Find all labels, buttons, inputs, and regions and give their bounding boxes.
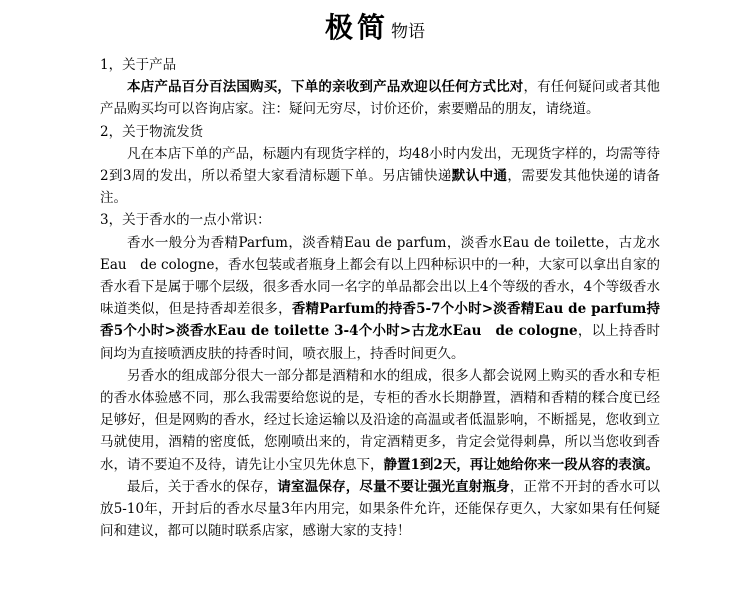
shipping-emphasis: 默认中通 bbox=[451, 168, 508, 185]
products-paragraph bbox=[100, 76, 660, 120]
title-sub: 物语 bbox=[391, 22, 425, 42]
notice-content bbox=[100, 54, 660, 542]
perfume-rest-emphasis: 静置1到2天，再让她给你来一段从容的表演。 bbox=[383, 456, 659, 473]
shipping-paragraph bbox=[100, 143, 660, 210]
perfume-storage-text: 最后，关于香水的保存， bbox=[127, 478, 278, 495]
perfume-storage-text-end: ，正常不开封的香水可以放5-10年，开封后的香水尽量3年内用完，如果条件允许，还能保存更久，大家如果有任何疑问和建议，都可以随时联系店家，感谢大家的支持！ bbox=[100, 478, 661, 540]
perfume-duration-emphasis: 香精Parfum的持香5-7个小时>淡香精Eau de parfum持香5个小时>淡香水Eau de toilette 3-4个小时>古龙水Eau de cologne bbox=[100, 301, 660, 340]
perfume-paragraph-storage bbox=[100, 476, 660, 543]
title-main: 极简 bbox=[324, 11, 389, 44]
perfume-types-text: 香水一般分为香精Parfum，淡香精Eau de parfum，淡香水Eau de toilette，古龙水 Eau de cologne，香水包装或者瓶身上都会有以上四种标识中的一种，大家可以拿出自家的香水看下是属于哪个层级，很多香水同一名字的单品都会出以上4个等级的香水，4个等级香水味道类似，但是持香却差很多， bbox=[100, 234, 660, 318]
section-heading-shipping: 2，关于物流发货 bbox=[100, 123, 204, 140]
perfume-types-text-end: ，以上持香时间均为直接喷洒皮肤的持香时间，喷衣服上，持香时间更久。 bbox=[100, 323, 660, 362]
section-heading-perfume: 3，关于香水的一点小常识： bbox=[100, 212, 271, 229]
page-title bbox=[0, 6, 750, 46]
perfume-composition-text: 另香水的组成部分很大一部分都是酒精和水的组成，很多人都会说网上购买的香水和专柜的香水体验感不同，那么我需要给您说的是，专柜的香水长期静置，酒精和香精的糅合度已经足够好，但是网购的香水，经过长途运输以及沿途的高温或者低温影响，不断摇晃，您收到立马就使用，酒精的密度低，您刚喷出来的，肯定酒精更多，肯定会觉得刺鼻，所以当您收到香水，请不要迫不及待，请先让小宝贝先休息下， bbox=[100, 367, 660, 473]
products-emphasis: 本店产品百分百法国购买，下单的亲收到产品欢迎以任何方式比对 bbox=[127, 79, 524, 96]
perfume-paragraph-types bbox=[100, 232, 660, 365]
products-text: ，有任何疑问或者其他产品购买均可以咨询店家。注：疑问无穷尽，讨价还价，索要赠品的朋友，请绕道。 bbox=[100, 79, 661, 118]
perfume-storage-emphasis: 请室温保存，尽量不要让强光直射瓶身 bbox=[277, 478, 510, 495]
perfume-paragraph-composition bbox=[100, 365, 660, 476]
shipping-text: 凡在本店下单的产品，标题内有现货字样的，均48小时内发出，无现货字样的，均需等待2到3周的发出，所以希望大家看清标题下单。另店铺快递 bbox=[100, 145, 660, 185]
shipping-text-end: ，需要发其他快递的请备注。 bbox=[100, 168, 660, 207]
section-heading-products: 1，关于产品 bbox=[100, 57, 177, 73]
